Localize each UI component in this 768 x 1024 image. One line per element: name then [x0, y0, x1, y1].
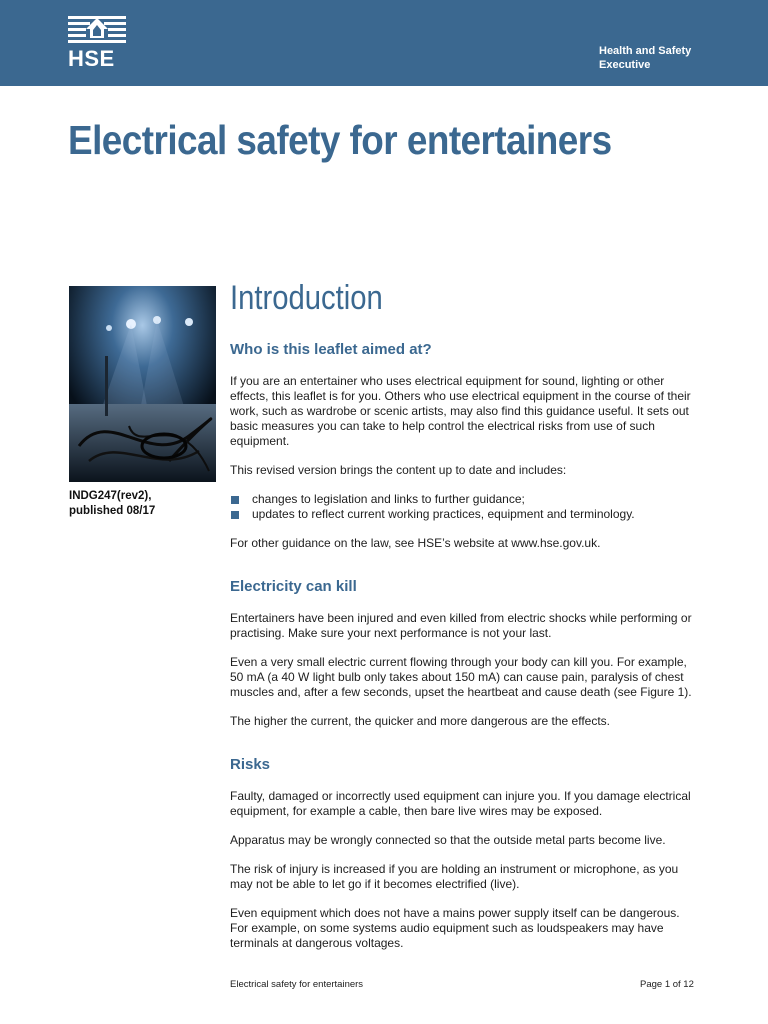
paragraph: Faulty, damaged or incorrectly used equipment can injure you. If you damage electrical equipment, for example a cable, then bare live wires may be exposed.	[230, 789, 691, 818]
page-title: Electrical safety for entertainers	[68, 117, 612, 163]
section-heading-introduction: Introduction	[230, 279, 383, 317]
pub-ref-date: published 08/17	[69, 505, 156, 517]
hse-logo-text: HSE	[68, 46, 115, 71]
list-item: updates to reflect current working practices, equipment and terminology.	[230, 507, 700, 522]
bullet-list	[230, 492, 700, 522]
pub-ref-code: INDG247(rev2),	[69, 490, 152, 502]
subheading-risks: Risks	[230, 756, 271, 773]
paragraph: For other guidance on the law, see HSE’s website at www.hse.gov.uk.	[230, 536, 601, 550]
page-number: Page 1 of 12	[640, 979, 694, 990]
paragraph: This revised version brings the content up to date and includes:	[230, 463, 567, 477]
stage-photo	[69, 286, 216, 482]
paragraph: Even a very small electric current flowing through your body can kill you. For example, 50 mA (a 40 W light bulb only takes about 150 mA) can cause pain, paralysis of chest muscles and, after a few seconds, upset the heartbeat and cause death (see Figure 1).	[230, 655, 692, 699]
header-banner	[0, 0, 768, 86]
paragraph: The risk of injury is increased if you are holding an instrument or microphone, as you may not be able to let go if it becomes electrified (live).	[230, 862, 679, 891]
paragraph: The higher the current, the quicker and more dangerous are the effects.	[230, 714, 611, 728]
main-content	[230, 276, 700, 951]
subheading-electricity-can-kill: Electricity can kill	[230, 578, 357, 595]
publication-reference	[69, 489, 155, 519]
paragraph: If you are an entertainer who uses electrical equipment for sound, lighting or other effects, this leaflet is for you. Others who use electrical equipment in the course of their work, such as wardrobe or scenic artists, may also find this guidance useful. It sets out basic measures you can take to help control the electrical risks from use of such equipment.	[230, 374, 691, 448]
paragraph: Even equipment which does not have a mains power supply itself can be dangerous. For example, on some systems audio equipment such as loudspeakers may have terminals at dangerous voltages.	[230, 906, 680, 950]
footer-title: Electrical safety for entertainers	[230, 979, 364, 990]
list-item: changes to legislation and links to further guidance;	[230, 492, 700, 507]
paragraph: Entertainers have been injured and even killed from electric shocks while performing or practising. Make sure your next performance is not your last.	[230, 611, 692, 640]
paragraph: Apparatus may be wrongly connected so that the outside metal parts become live.	[230, 833, 666, 847]
subheading-aimed-at: Who is this leaflet aimed at?	[230, 341, 432, 358]
organisation-name: Health and Safety Executive	[599, 45, 692, 71]
